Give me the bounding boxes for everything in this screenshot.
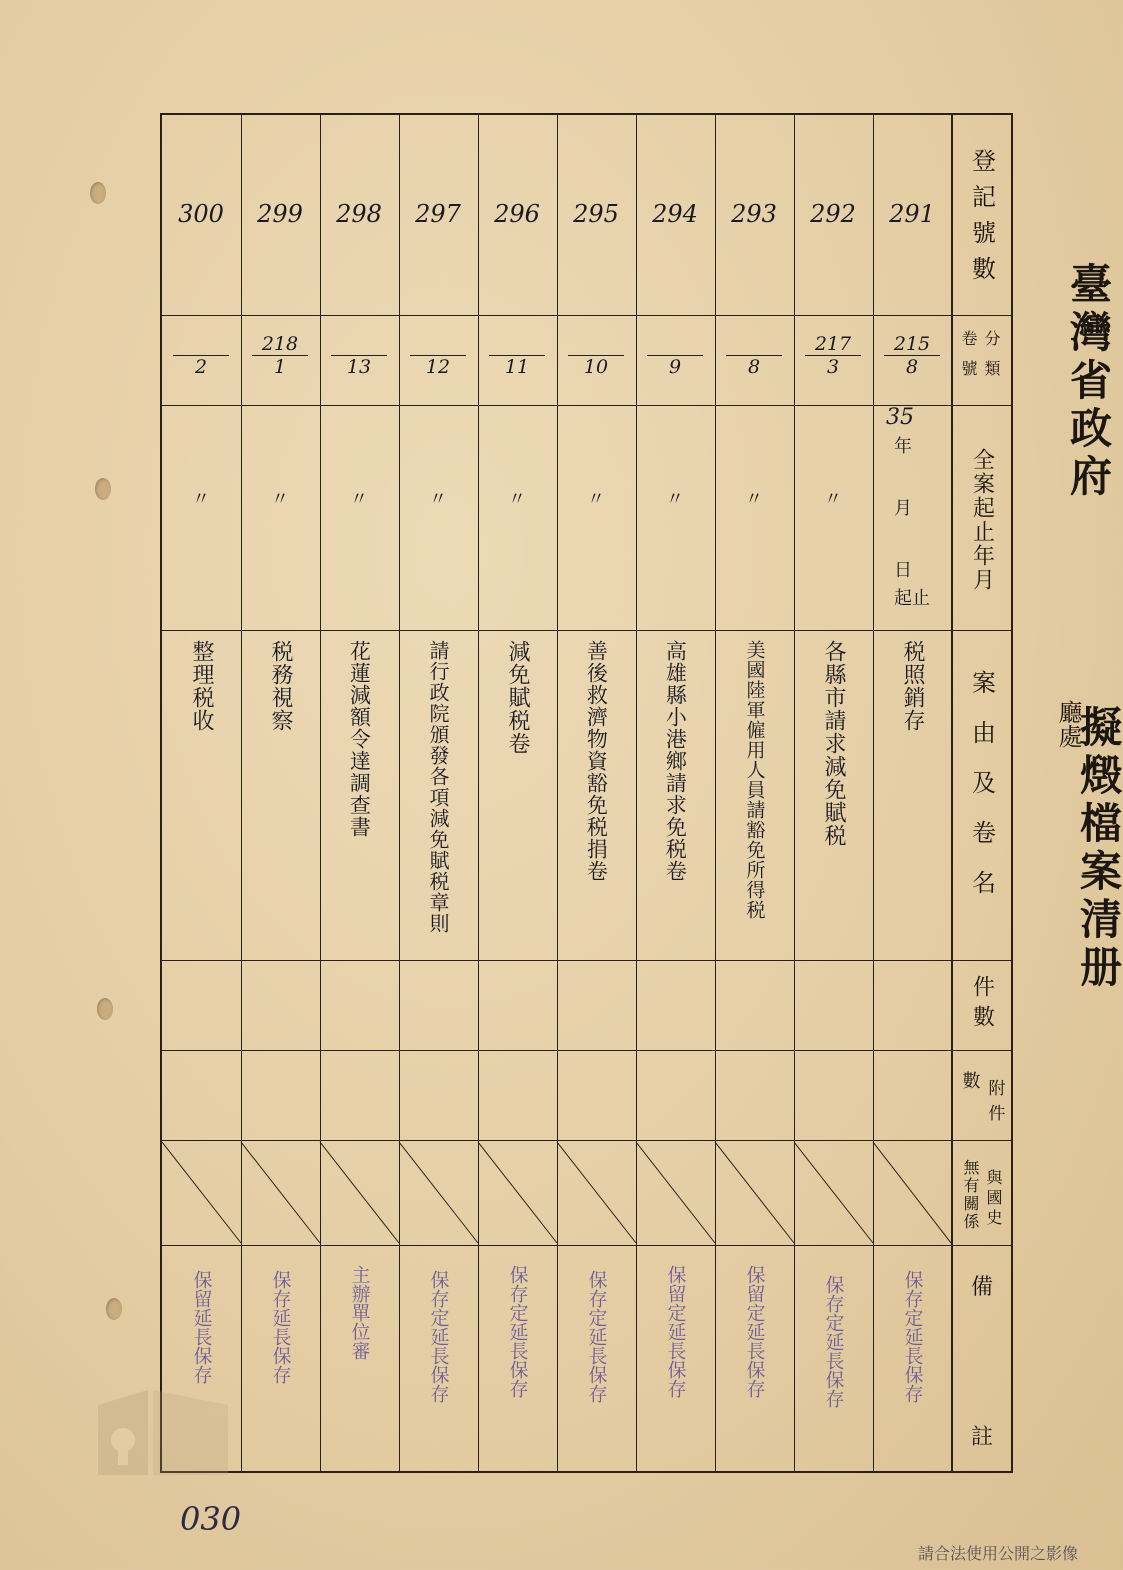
vol-no-292: 217 3	[805, 333, 861, 378]
period-header: 全案起止年月	[969, 448, 995, 592]
reg-no-299: 299	[257, 200, 303, 228]
retention-stamp-300: 保留延長保存	[190, 1270, 213, 1384]
reg-no-header: 登記號數	[967, 148, 996, 292]
reg-no-293: 293	[731, 200, 777, 228]
row-divider	[953, 1140, 1011, 1141]
vol-no-296: 11	[489, 333, 545, 378]
ditto-293: 〃	[745, 489, 763, 510]
retention-stamp-295: 保存定延長保存	[585, 1270, 608, 1403]
period-year: 35	[886, 405, 914, 430]
subject-292: 各縣市請求減免賦税	[820, 640, 846, 847]
attachments-count-label: 數	[959, 1071, 981, 1089]
punch-hole	[90, 182, 106, 204]
vol-no-298: 13	[331, 333, 387, 378]
retention-stamp-297: 保存定延長保存	[427, 1270, 450, 1403]
ditto-294: 〃	[666, 489, 684, 510]
period-month-unit: 月	[894, 498, 912, 519]
history-header	[953, 1145, 1011, 1245]
reg-no-294: 294	[652, 200, 698, 228]
subject-293: 美國陸軍僱用人員請豁免所得税	[743, 640, 766, 920]
retention-stamp-291: 保存定延長保存	[901, 1270, 924, 1403]
ditto-295: 〃	[587, 489, 605, 510]
punch-hole	[97, 998, 113, 1020]
vol-no-294: 9	[647, 333, 703, 378]
attachments-label: 附件	[984, 1079, 1005, 1129]
retention-stamp-294: 保留定延長保存	[664, 1265, 687, 1398]
subject-298: 花蓮減額令達調查書	[347, 640, 372, 838]
retention-stamp-292: 保存定延長保存	[822, 1275, 845, 1408]
row-divider	[953, 630, 1011, 631]
vol-no-291: 215 8	[884, 333, 940, 378]
vol-no-297: 12	[410, 333, 466, 378]
ditto-300: 〃	[192, 489, 210, 510]
attachments-header	[953, 1050, 1011, 1140]
department-label: 廳處	[1054, 700, 1082, 748]
reg-no-297: 297	[415, 200, 461, 228]
reg-no-296: 296	[494, 200, 540, 228]
vol-no-293: 8	[726, 333, 782, 378]
period-year-unit: 年	[894, 436, 912, 457]
ditto-297: 〃	[429, 489, 447, 510]
row-divider	[953, 315, 1011, 316]
row-divider	[953, 405, 1011, 406]
history-label: 與國史	[984, 1169, 1003, 1229]
usage-notice: 請合法使用公開之影像	[918, 1544, 1079, 1563]
vol-no-299: 218 1	[252, 333, 308, 378]
header-column	[951, 113, 1013, 1473]
vol-no-300: 2	[173, 333, 229, 378]
retention-stamp-298: 主辦單位審	[348, 1265, 371, 1360]
remarks-header-bottom: 註	[970, 1424, 993, 1450]
count-header: 件數	[969, 975, 995, 1035]
category-label: 分類	[982, 330, 1001, 390]
row-divider	[953, 1245, 1011, 1246]
document-title: 臺灣省政府	[1064, 262, 1113, 502]
subject-header: 案由及卷名	[967, 670, 996, 920]
remarks-header-top: 備	[970, 1274, 993, 1300]
vol-no-label: 卷號	[959, 330, 978, 390]
ditto-298: 〃	[350, 489, 368, 510]
subject-297: 請行政院頒發各項減免賦税章則	[426, 640, 450, 934]
document-subtitle: 擬燬檔案清册	[1074, 705, 1123, 993]
page-number: 030	[180, 1500, 242, 1538]
punch-hole	[106, 1298, 122, 1320]
subject-300: 整理税收	[188, 640, 214, 732]
vol-no-295: 10	[568, 333, 624, 378]
archive-logo-icon	[88, 1385, 238, 1480]
reg-no-295: 295	[573, 200, 619, 228]
subject-294: 高雄縣小港鄉請求免税卷	[663, 640, 688, 882]
reg-no-292: 292	[810, 200, 856, 228]
retention-stamp-296: 保存定延長保存	[506, 1265, 529, 1398]
period-day-unit: 日	[894, 560, 912, 581]
reg-no-300: 300	[178, 200, 224, 228]
ditto-296: 〃	[508, 489, 526, 510]
retention-stamp-293: 保留定延長保存	[743, 1265, 766, 1398]
subject-299: 税務視察	[267, 640, 293, 732]
period-start-end: 起止	[894, 588, 930, 609]
history-relation: 無有關係	[961, 1159, 980, 1231]
ditto-292: 〃	[824, 489, 842, 510]
register-table	[160, 113, 951, 1473]
ditto-299: 〃	[271, 489, 289, 510]
reg-no-298: 298	[336, 200, 382, 228]
subject-295: 善後救濟物資豁免税捐卷	[584, 640, 609, 882]
reg-no-291: 291	[889, 200, 935, 228]
retention-stamp-299: 保存延長保存	[269, 1270, 292, 1384]
punch-hole	[95, 478, 111, 500]
subject-296: 減免賦税卷	[504, 640, 530, 755]
period-first-entry	[886, 405, 930, 610]
subject-291: 税照銷存	[899, 640, 925, 732]
vol-category-header	[953, 320, 1011, 400]
